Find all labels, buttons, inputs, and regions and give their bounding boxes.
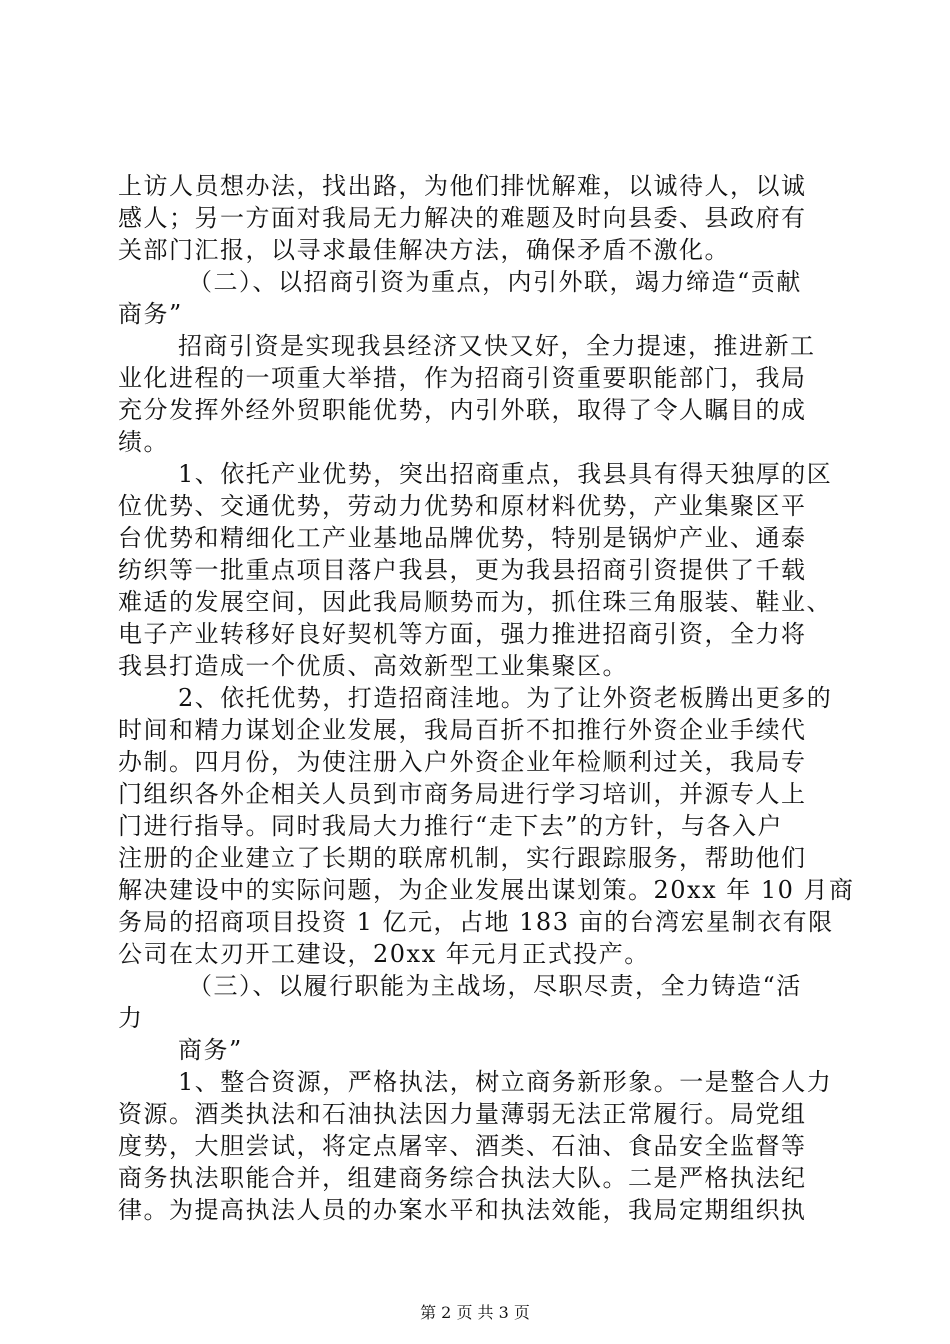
section-heading-cont: 商务” bbox=[118, 300, 183, 328]
section-heading: （三）、以履行职能为主战场，尽职尽责，全力铸造“活 bbox=[188, 972, 802, 1000]
text-line: 务局的招商项目投资 1 亿元，占地 183 亩的台湾宏星制衣有限 bbox=[118, 908, 834, 936]
paragraph-start: 招商引资是实现我县经济又快又好，全力提速，推进新工 bbox=[178, 332, 816, 360]
text-line: 业化进程的一项重大举措，作为招商引资重要职能部门，我局 bbox=[118, 364, 807, 392]
text-line: 上访人员想办法，找出路，为他们排忧解难，以诚待人，以诚 bbox=[118, 172, 807, 200]
text-line: 律。为提高执法人员的办案水平和执法效能，我局定期组织执 bbox=[118, 1196, 807, 1224]
text-line: 感人；另一方面对我局无力解决的难题及时向县委、县政府有 bbox=[118, 204, 807, 232]
text-line: 度势，大胆尝试，将定点屠宰、酒类、石油、食品安全监督等 bbox=[118, 1132, 807, 1160]
section-heading-cont: 商务” bbox=[178, 1036, 243, 1064]
section-heading: （二）、以招商引资为重点，内引外联，竭力缔造“贡献 bbox=[188, 268, 802, 296]
text-line: 位优势、交通优势，劳动力优势和原材料优势，产业集聚区平 bbox=[118, 492, 807, 520]
text-line: 关部门汇报，以寻求最佳解决方法，确保矛盾不激化。 bbox=[118, 236, 730, 264]
text-line: 绩。 bbox=[118, 428, 169, 456]
text-line: 注册的企业建立了长期的联席机制，实行跟踪服务，帮助他们 bbox=[118, 844, 807, 872]
text-line: 办制。四月份，为使注册入户外资企业年检顺利过关，我局专 bbox=[118, 748, 807, 776]
text-line: 解决建设中的实际问题，为企业发展出谋划策。20xx 年 10 月商 bbox=[118, 876, 855, 904]
text-line: 难适的发展空间，因此我局顺势而为，抓住珠三角服装、鞋业、 bbox=[118, 588, 832, 616]
document-body bbox=[118, 170, 855, 1226]
text-line: 门组织各外企相关人员到市商务局进行学习培训，并源专人上 bbox=[118, 780, 807, 808]
text-line: 纺织等一批重点项目落户我县，更为我县招商引资提供了千载 bbox=[118, 556, 807, 584]
text-line: 我县打造成一个优质、高效新型工业集聚区。 bbox=[118, 652, 628, 680]
text-line: 公司在太刃开工建设，20xx 年元月正式投产。 bbox=[118, 940, 650, 968]
paragraph-start: 1、依托产业优势，突出招商重点，我县具有得天独厚的区 bbox=[178, 460, 833, 488]
page-footer: 第 2 页 共 3 页 bbox=[420, 1303, 530, 1322]
text-line: 电子产业转移好良好契机等方面，强力推进招商引资，全力将 bbox=[118, 620, 807, 648]
text-line: 充分发挥外经外贸职能优势，内引外联，取得了令人瞩目的成 bbox=[118, 396, 807, 424]
paragraph-start: 1、整合资源，严格执法，树立商务新形象。一是整合人力 bbox=[178, 1068, 833, 1096]
text-line: 台优势和精细化工产业基地品牌优势，特别是锅炉产业、通泰 bbox=[118, 524, 807, 552]
paragraph-start: 2、依托优势，打造招商洼地。为了让外资老板腾出更多的 bbox=[178, 684, 833, 712]
section-heading-cont: 力 bbox=[118, 1004, 144, 1032]
text-line: 时间和精力谋划企业发展，我局百折不扣推行外资企业手续代 bbox=[118, 716, 807, 744]
text-line: 资源。酒类执法和石油执法因力量薄弱无法正常履行。局党组 bbox=[118, 1100, 807, 1128]
text-line: 商务执法职能合并，组建商务综合执法大队。二是严格执法纪 bbox=[118, 1164, 807, 1192]
text-line: 门进行指导。同时我局大力推行“走下去”的方针，与各入户 bbox=[118, 812, 784, 840]
